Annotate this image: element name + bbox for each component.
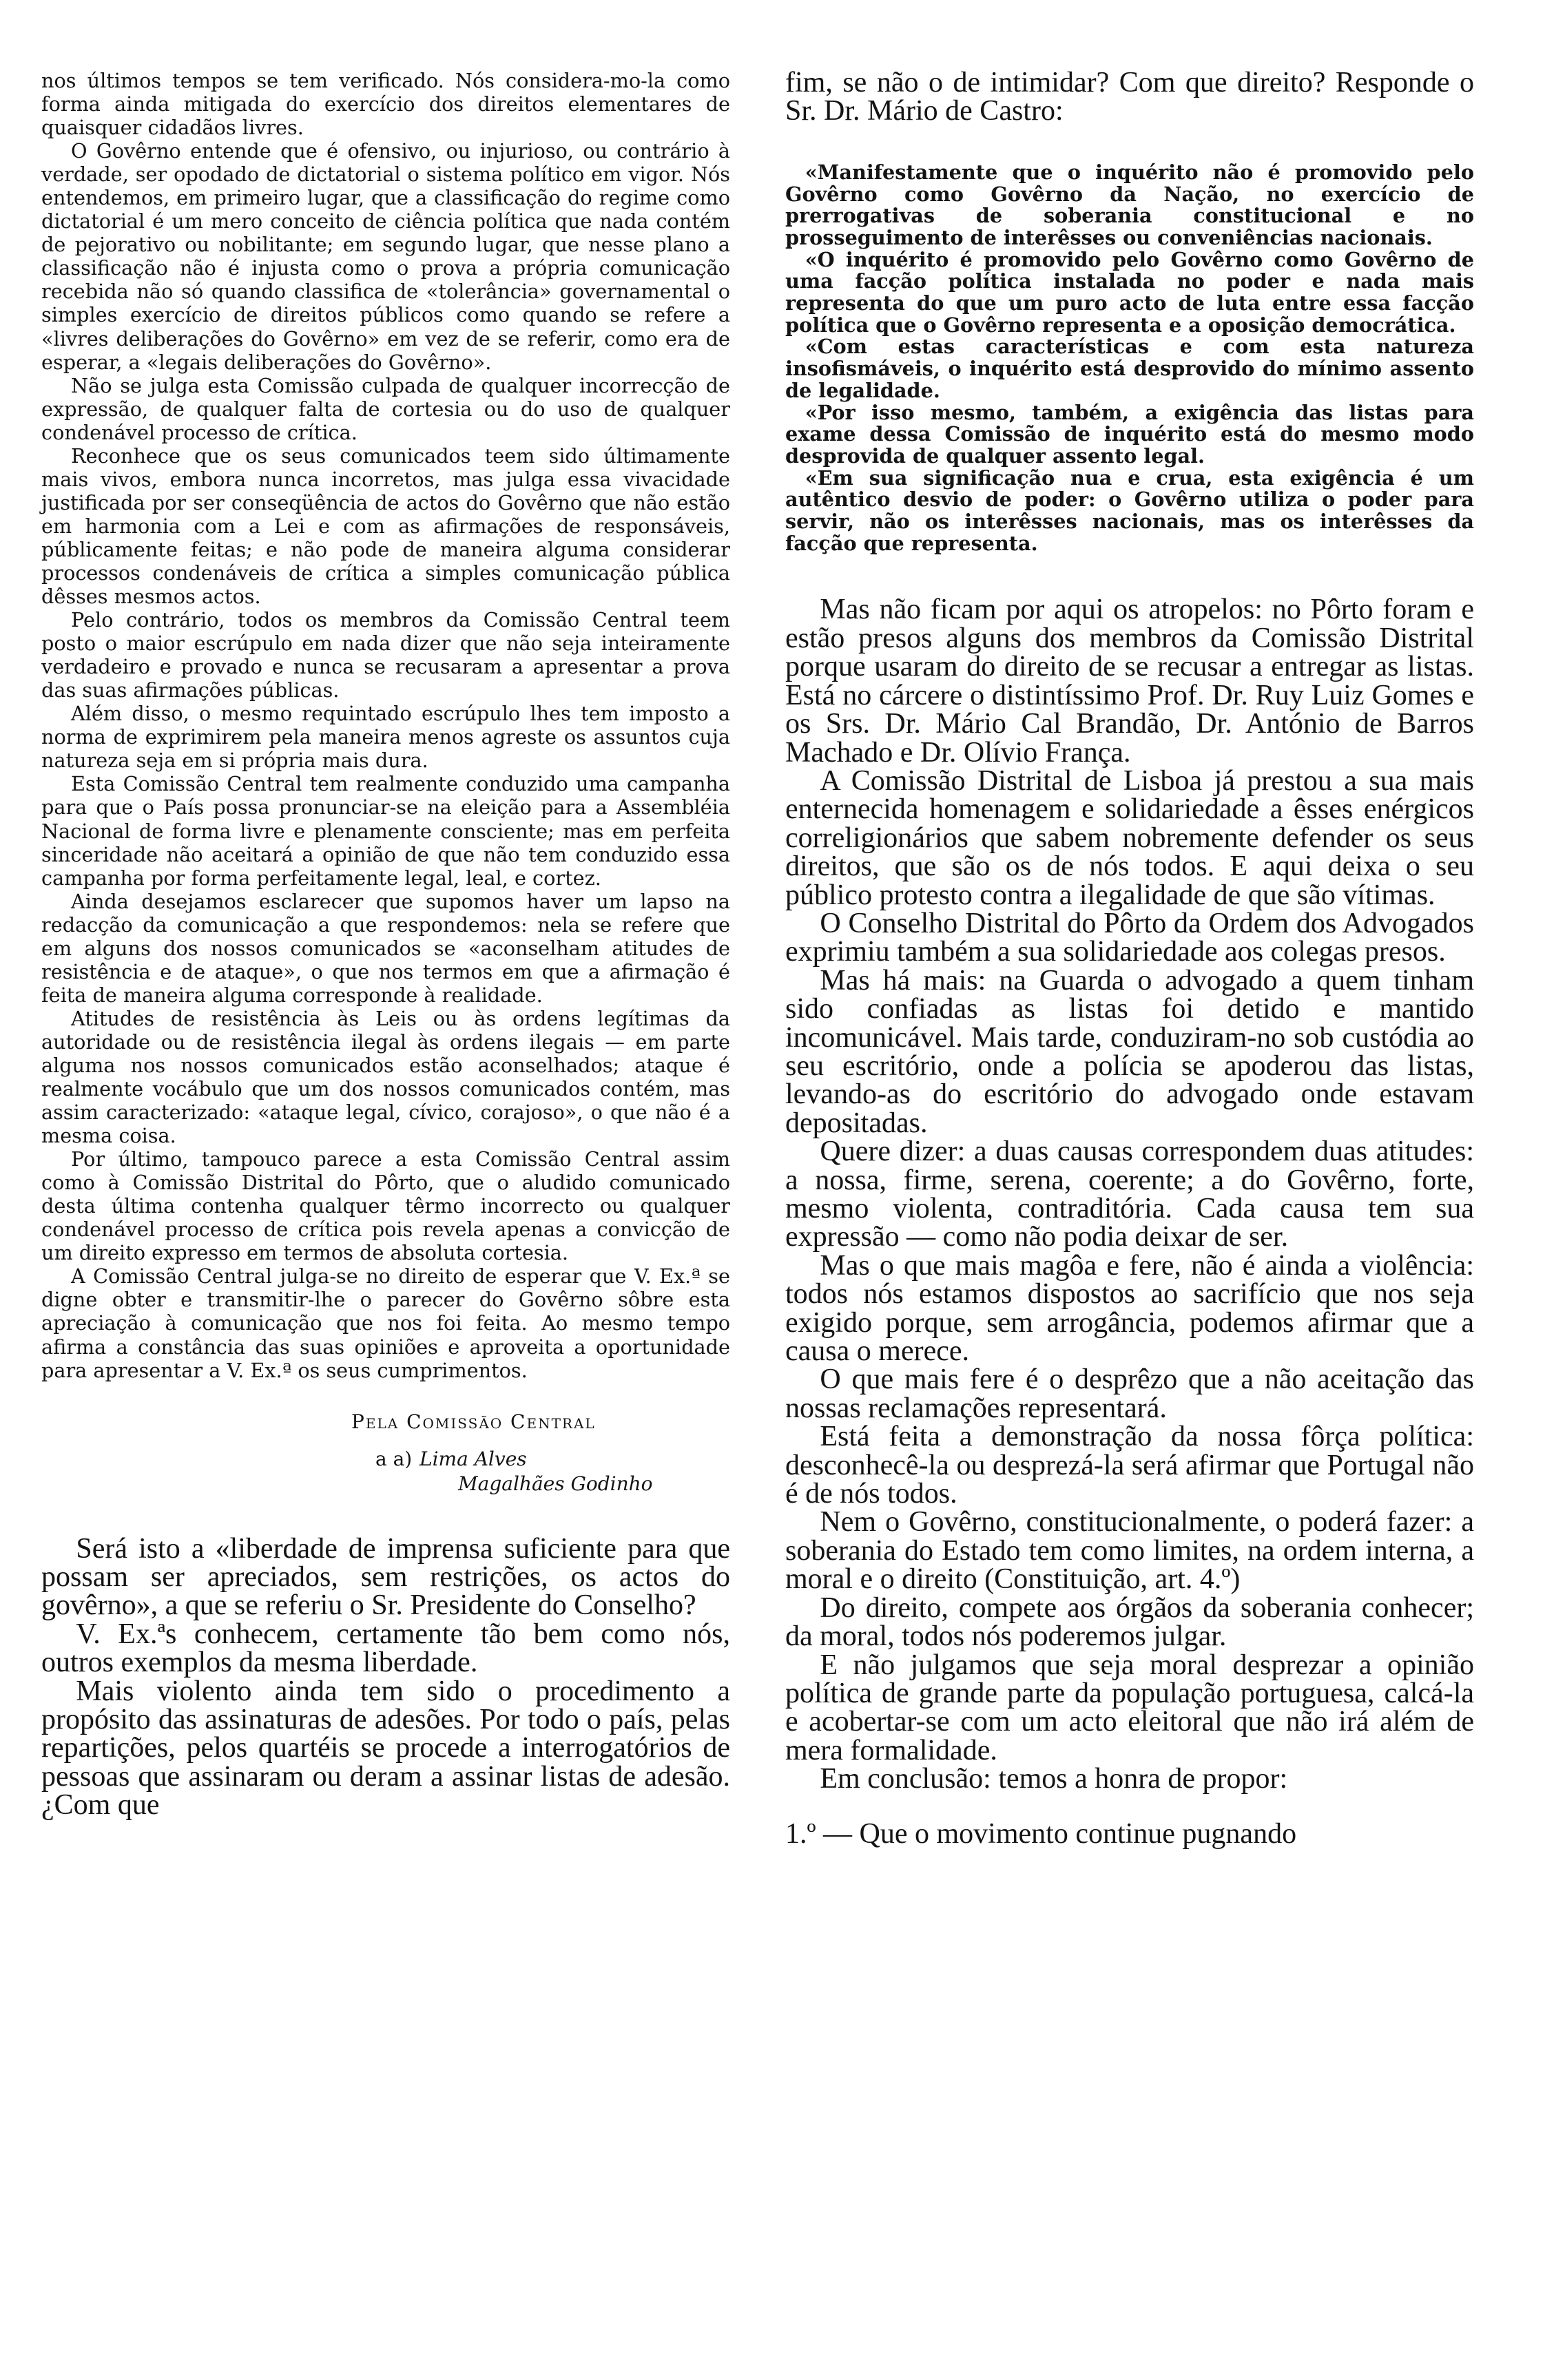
quote-paragraph: «Por isso mesmo, também, a exigência das listas para exame dessa Comissão de inquérito está do mesmo modo desprovida de qualquer assento legal. (785, 400, 1474, 468)
body-paragraph: Em conclusão: temos a honra de propor: (820, 1763, 1288, 1795)
signature-name: Lima Alves (419, 1447, 527, 1470)
letter-paragraph: Esta Comissão Central tem realmente conduzido uma campanha para que o País possa pronunciar-se na eleição para a Assembléia Nacional de forma livre e plenamente consciente; mas em perfeita sinceridade não aceitará a opinião de que não tem conduzido essa campanha por forma perfeitamente legal, leal, e cortez. (41, 772, 730, 890)
body-paragraph: Do direito, compete aos órgãos da soberania conhecer; da moral, todos nós poderemos julgar. (785, 1591, 1474, 1653)
body-paragraph: Nem o Govêrno, constitucionalmente, o poderá fazer: a soberania do Estado tem como limites, na ordem interna, a moral e o direito (Constituição, art. 4.º) (785, 1506, 1474, 1596)
body-paragraph: E não julgamos que seja moral desprezar a opinião política de grande parte da população portuguesa, calcá-la e acobertar-se com um acto eleitoral que não irá além de mera formalidade. (785, 1649, 1474, 1766)
body-paragraph: V. Ex.ªs conhecem, certamente tão bem como nós, outros exemplos da mesma liberdade. (41, 1618, 730, 1679)
body-paragraph: Mas há mais: na Guarda o advogado a quem tinham sido confiadas as listas foi detido e mantido incomunicável. Mais tarde, conduziram-no sob custódia ao seu escritório, onde a polícia se apoderou das listas, levando-as do escritório do advogado onde estavam depositadas. (785, 964, 1474, 1139)
letter-paragraph: Não se julga esta Comissão culpada de qualquer incorrecção de expressão, de qualquer falta de cortesia ou do uso de qualquer condenável processo de crítica. (41, 373, 730, 444)
body-paragraph: Será isto a «liberdade de imprensa suficiente para que possam ser apreciados, sem restrições, os actos do govêrno», a que se referiu o Sr. Presidente do Conselho? (41, 1532, 730, 1622)
body-text (41, 1532, 730, 1821)
letter-text (41, 69, 730, 1382)
body-paragraph: Quere dizer: a duas causas correspondem duas atitudes: a nossa, firme, serena, coerente; a do Govêrno, forte, mesmo violenta, contraditória. Cada causa tem sua expressão — como não podia deixar de ser. (785, 1136, 1474, 1253)
letter-paragraph: nos últimos tempos se tem verificado. Nós considera-mo-la como forma ainda mitigada do exercício dos direitos elementares de quaisquer cidadãos livres. (41, 69, 730, 140)
signature-heading: Pela Comissão Central (351, 1410, 596, 1433)
body-paragraph: Mas o que mais magôa e fere, não é ainda a violência: todos nós estamos dispostos ao sacrifício que nos seja exigido porque, sem arrogância, podemos afirmar que a causa o merece. (785, 1249, 1474, 1368)
body-paragraph: O Conselho Distrital do Pôrto da Ordem dos Advogados exprimiu também a sua solidariedade aos colegas presos. (785, 907, 1474, 968)
quote-paragraph: «O inquérito é promovido pelo Govêrno como Govêrno de uma facção política instalada no poder e nada mais representa do que um puro acto de luta entre essa facção política que o Govêrno representa e a oposição democrática. (785, 247, 1474, 337)
body-paragraph: A Comissão Distrital de Lisboa já prestou a sua mais enternecida homenagem e solidariedade a êsses enérgicos correligionários que sabem nobremente defender os seus direitos, que são os de nós todos. E aqui deixa o seu público protesto contra a ilegalidade de que são vítimas. (785, 764, 1474, 911)
right-column (785, 69, 1474, 1848)
body-text (785, 596, 1474, 1848)
body-paragraph: Mas não ficam por aqui os atropelos: no Pôrto foram e estão presos alguns dos membros da Comissão Distrital porque usaram do direito de se recusar a entregar as listas. Está no cárcere o distintíssimo Prof. Dr. Ruy Luiz Gomes e os Srs. Dr. Mário Cal Brandão, Dr. António de Barros Machado e Dr. Olívio França. (785, 594, 1474, 769)
letter-paragraph: Ainda desejamos esclarecer que supomos haver um lapso na redacção da comunicação a que respondemos: nela se refere que em alguns dos nossos comunicados se «aconselham atitudes de resistência e de ataque», o que nos termos em que a afirmação é feita de maneira alguma corresponde à realidade. (41, 889, 730, 1007)
quotation-block (785, 162, 1474, 555)
quote-paragraph: «Em sua significação nua e crua, esta exigência é um autêntico desvio de poder: o Govêrno utiliza o poder para servir, não os interêsses nacionais, mas os interêsses da facção que representa. (785, 466, 1474, 555)
signature-block (41, 1410, 730, 1496)
left-column (41, 69, 730, 1820)
letter-paragraph: Pelo contrário, todos os membros da Comissão Central teem posto o maior escrúpulo em nada dizer que não seja inteiramente verdadeiro e provado e nunca se recusaram a apresentar a prova das suas afirmações públicas. (41, 608, 730, 702)
quote-paragraph: «Manifestamente que o inquérito não é promovido pelo Govêrno como Govêrno da Nação, no exercício de prerrogativas de soberania constitucional e no prosseguimento de interêsses ou conveniências nacionais. (785, 160, 1474, 249)
letter-paragraph: O Govêrno entende que é ofensivo, ou injurioso, ou contrário à verdade, ser opodado de dictatorial o sistema político em vigor. Nós entendemos, em primeiro lugar, que a classificação do regime como dictatorial é um mero conceito de ciência política que nada contém de pejorativo ou nobilitante; em segundo lugar, que nesse plano a classificação não é injusta como o prova a própria comunicação recebida não só quando classifica de «tolerância» governamental o simples exercício de direitos públicos como quando se refere a «livres deliberações do Govêrno» em vez de se referir, como era de esperar, a «legais deliberações do Govêrno». (41, 139, 730, 374)
quote-paragraph: «Com estas características e com esta natureza insofismáveis, o inquérito está desprovido do mínimo assento de legalidade. (785, 335, 1474, 402)
intro-text (785, 69, 1474, 126)
body-paragraph: Está feita a demonstração da nossa fôrça política: desconhecê-la ou desprezá-la será afirmar que Portugal não é de nós todos. (785, 1421, 1474, 1510)
body-paragraph: O que mais fere é o desprêzo que a não aceitação das nossas reclamações representará. (785, 1364, 1474, 1424)
letter-paragraph: A Comissão Central julga-se no direito de esperar que V. Ex.ª se digne obter e transmitir-lhe o parecer do Govêrno sôbre esta apreciação à comunicação que nos foi feita. Ao mesmo tempo afirma a constância das suas opiniões e aproveita a oportunidade para apresentar a V. Ex.ª os seus cumprimentos. (41, 1264, 730, 1382)
signature-name: Magalhães Godinho (458, 1472, 653, 1495)
letter-paragraph: Além disso, o mesmo requintado escrúpulo lhes tem imposto a norma de exprimirem pela maneira menos agreste os assuntos cuja natureza seja em si própria mais dura. (41, 702, 730, 773)
body-paragraph: fim, se não o de intimidar? Com que direito? Responde o Sr. Dr. Mário de Castro: (785, 67, 1474, 127)
letter-paragraph: Atitudes de resistência às Leis ou às ordens legítimas da autoridade ou de resistência ilegal às ordens ilegais — em parte alguma nos nossos comunicados estão aconselhados; ataque é realmente vocábulo que um dos nossos comunicados contém, mas assim caracterizado: «ataque legal, cívico, corajoso», o que não é a mesma coisa. (41, 1006, 730, 1148)
signature-prefix: a a) (375, 1447, 413, 1470)
letter-paragraph: Por último, tampouco parece a esta Comissão Central assim como à Comissão Distrital do Pôrto, que o aludido comunicado desta última contenha qualquer têrmo incorrecto ou qualquer condenável processo de crítica pois revela apenas a convicção de um direito expresso em termos de absoluta cortesia. (41, 1147, 730, 1265)
body-paragraph: Mais violento ainda tem sido o procedimento a propósito das assinaturas de adesões. Por todo o país, pelas repartições, pelos quartéis se procede a interrogatórios de pessoas que assinaram ou deram a assinar listas de adesão. ¿Com que (41, 1675, 730, 1821)
letter-paragraph: Reconhece que os seus comunicados teem sido últimamente mais vivos, embora nunca incorretos, mas julga essa vivacidade justificada por ser conseqüência de actos do Govêrno que não estão em harmonia com a Lei e com as afirmações de responsáveis, públicamente feitas; e não pode de maneira alguma considerar processos condenáveis de crítica a simples comunicação pública dêsses mesmos actos. (41, 443, 730, 609)
numbered-proposal: 1.º — Que o movimento continue pugnando (785, 1817, 1297, 1850)
